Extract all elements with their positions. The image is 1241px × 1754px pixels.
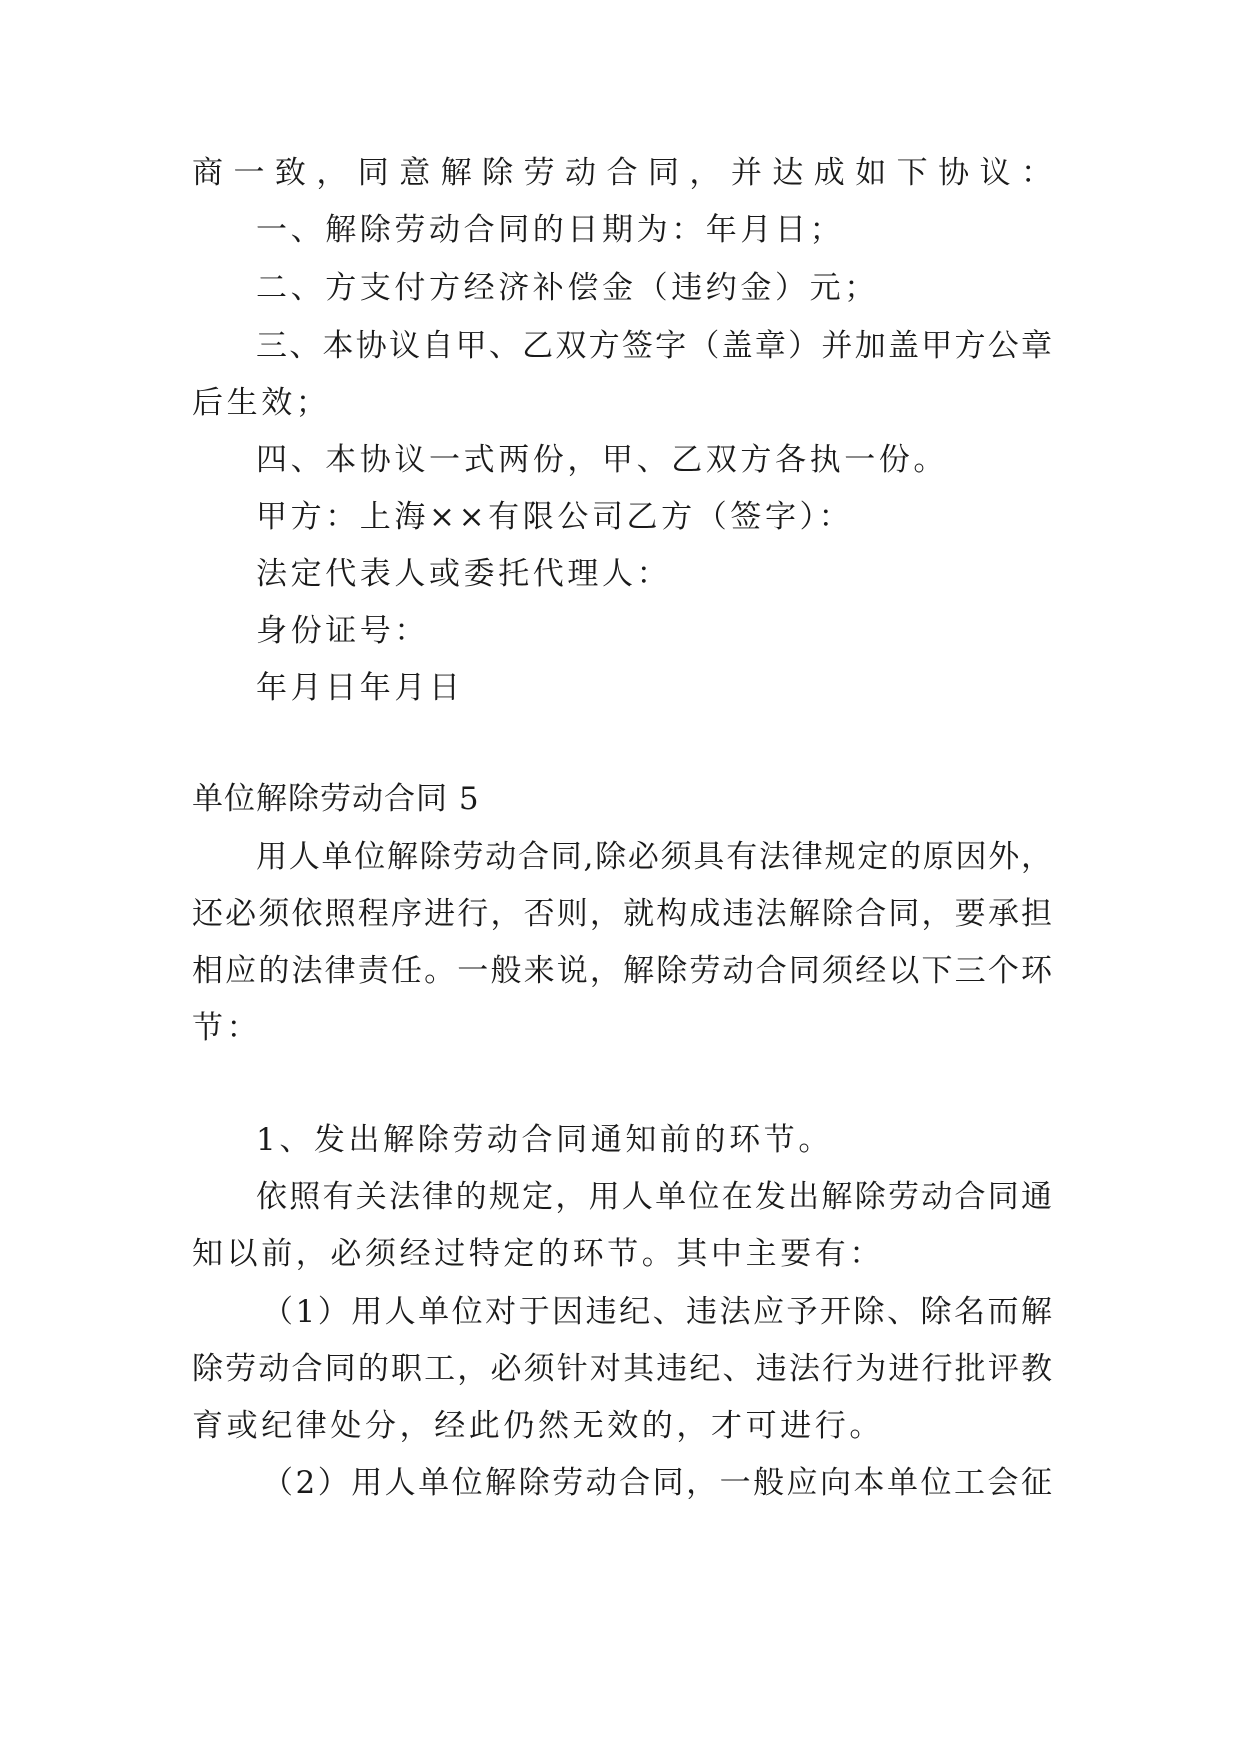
- text-line-para1-4: 节：: [192, 1010, 262, 1046]
- text-line-clause-2: 二、方支付方经济补偿金（违约金）元；: [256, 270, 879, 306]
- text-line-id-number: 身份证号：: [256, 613, 429, 649]
- text-line-dates: 年月日年月日: [256, 670, 464, 706]
- text-line-clause-1: 一、解除劳动合同的日期为：年月日；: [256, 212, 845, 248]
- text-line-para1-1: 用人单位解除劳动合同,除必须具有法律规定的原因外，: [256, 839, 1052, 875]
- text-line-para2-2: 知以前，必须经过特定的环节。其中主要有：: [192, 1236, 884, 1272]
- text-line-clause-3: 三、本协议自甲、乙双方签字（盖章）并加盖甲方公章: [256, 328, 1052, 364]
- text-line-legal-rep: 法定代表人或委托代理人：: [256, 556, 672, 592]
- text-line-agreement-intro: 商一致，同意解除劳动合同，并达成如下协议：: [192, 155, 1052, 191]
- text-line-para2-1: 依照有关法律的规定，用人单位在发出解除劳动合同通: [256, 1179, 1052, 1215]
- text-line-item1-3: 育或纪律处分，经此仍然无效的，才可进行。: [192, 1408, 884, 1444]
- text-line-party-a-b: 甲方：上海××有限公司乙方（签字）：: [256, 499, 854, 535]
- text-line-item1-2: 除劳动合同的职工，必须针对其违纪、违法行为进行批评教: [192, 1351, 1052, 1387]
- section-title: 单位解除劳动合同 5: [192, 781, 480, 817]
- text-line-step-1-heading: 1、发出解除劳动合同通知前的环节。: [256, 1122, 833, 1158]
- text-line-item1-1: （1）用人单位对于因违纪、违法应予开除、除名而解: [262, 1294, 1052, 1330]
- text-line-para1-3: 相应的法律责任。一般来说，解除劳动合同须经以下三个环: [192, 953, 1052, 989]
- text-line-clause-3-cont: 后生效；: [192, 385, 331, 421]
- text-line-para1-2: 还必须依照程序进行，否则，就构成违法解除合同，要承担: [192, 896, 1052, 932]
- text-line-clause-4: 四、本协议一式两份，甲、乙双方各执一份。: [256, 442, 948, 478]
- text-line-item2-1: （2）用人单位解除劳动合同，一般应向本单位工会征: [262, 1465, 1052, 1501]
